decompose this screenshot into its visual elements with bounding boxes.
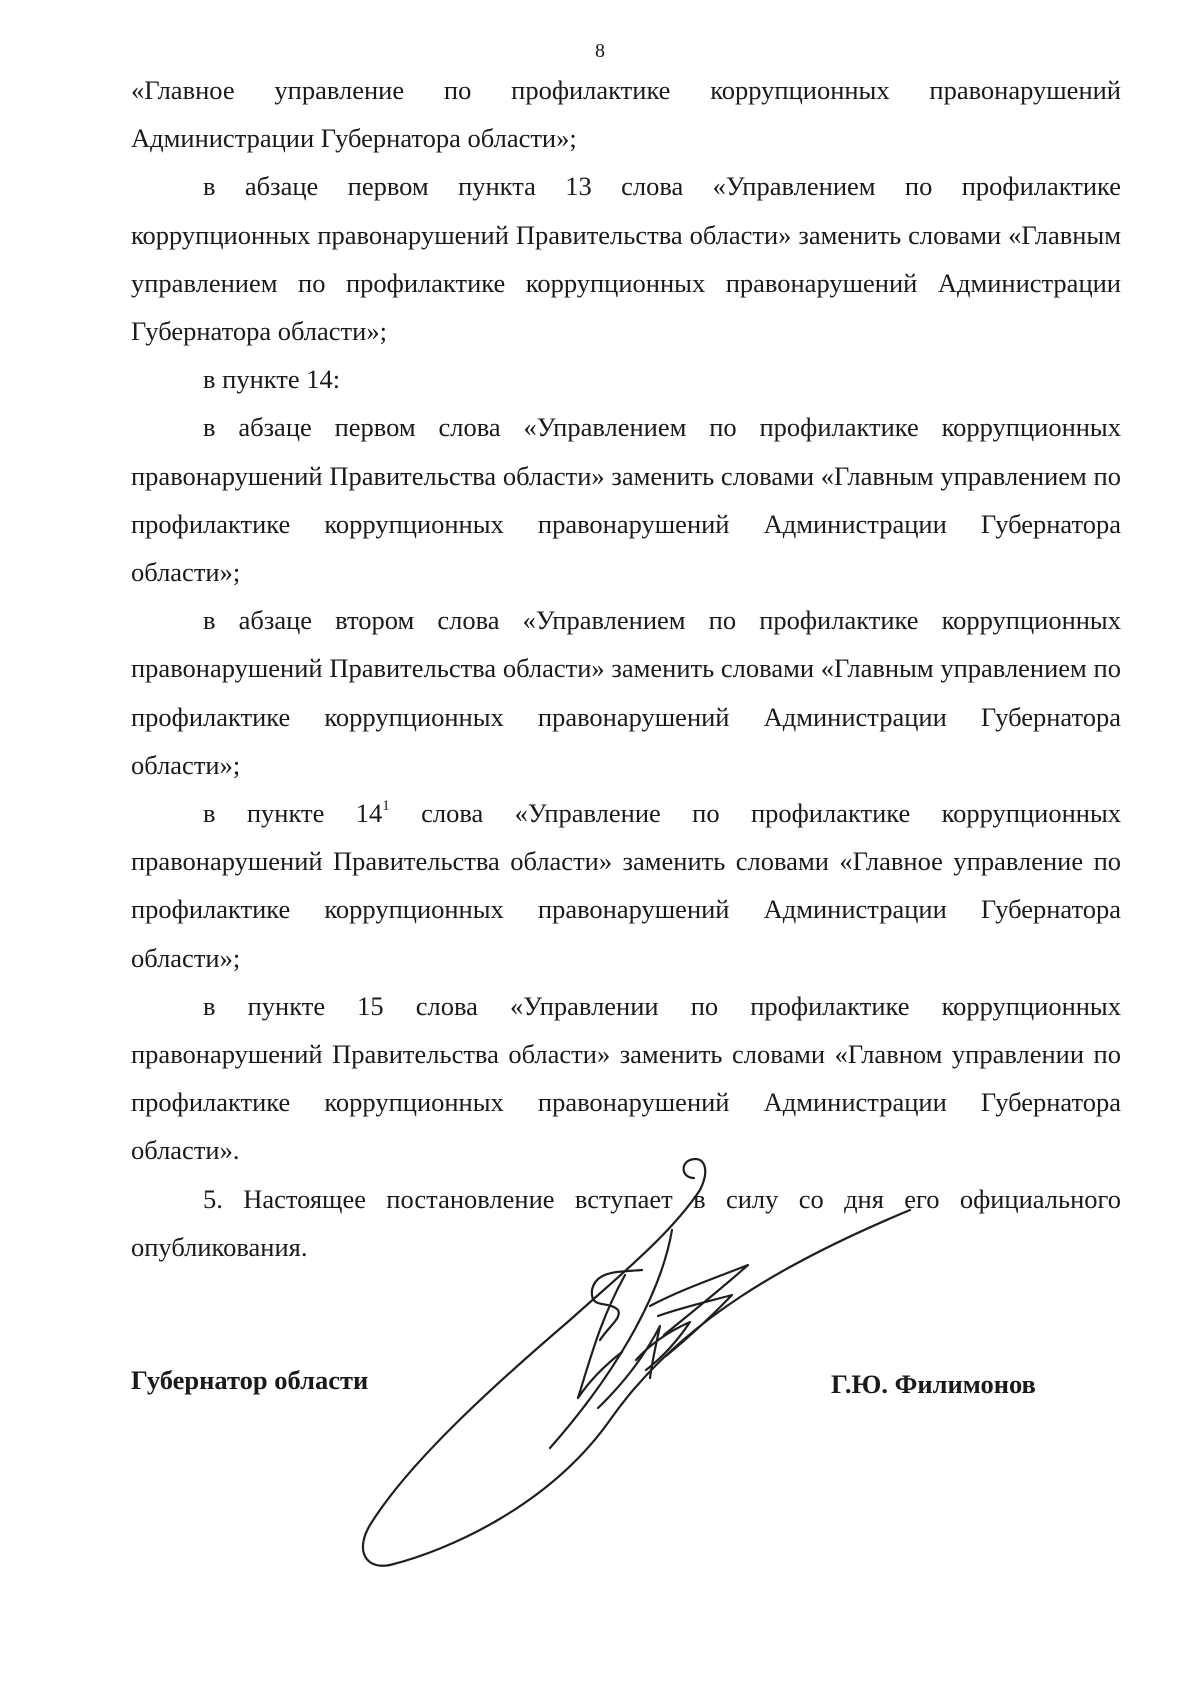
signatory-position: Губернатор области: [131, 1365, 369, 1395]
document-body: [131, 66, 1121, 1271]
paragraph-6: [131, 789, 1121, 982]
handwritten-signature-icon: [360, 1130, 920, 1590]
paragraph-1: «Главное управление по профилактике коррупционных правонарушений Администрации Губернатора области»;: [131, 75, 1121, 154]
signatory-name: Г.Ю. Филимонов: [831, 1369, 1036, 1399]
page-number: 8: [595, 40, 605, 62]
paragraph-6-start: в пункте 14: [203, 798, 383, 829]
paragraph-6-rest: слова «Управление по профилактике коррупционных правонарушений Правительства области» заменить словами «Главное управление по профилактике коррупционных правонарушений Администрации Губернатора области»;: [131, 798, 1121, 973]
paragraph-4: в абзаце первом слова «Управлением по профилактике коррупционных правонарушений Правительства области» заменить словами «Главным управлением по профилактике коррупционных правонарушений Администрации Губернатора области»;: [131, 412, 1121, 588]
paragraph-7: в пункте 15 слова «Управлении по профилактике коррупционных правонарушений Правительства области» заменить словами «Главном управлении по профилактике коррупционных правонарушений Администрации Губернатора области».: [131, 990, 1121, 1166]
paragraph-2: в абзаце первом пункта 13 слова «Управлением по профилактике коррупционных правонарушений Правительства области» заменить словами «Главным управлением по профилактике коррупционных правонарушений Администрации Губернатора области»;: [131, 171, 1121, 347]
paragraph-5: в абзаце втором слова «Управлением по профилактике коррупционных правонарушений Правительства области» заменить словами «Главным управлением по профилактике коррупционных правонарушений Администрации Губернатора области»;: [131, 605, 1121, 780]
paragraph-3: в пункте 14:: [203, 364, 341, 395]
paragraph-8: 5. Настоящее постановление вступает в силу со дня его официального опубликования.: [131, 1183, 1121, 1262]
paragraph-6-superscript: 1: [382, 798, 390, 815]
